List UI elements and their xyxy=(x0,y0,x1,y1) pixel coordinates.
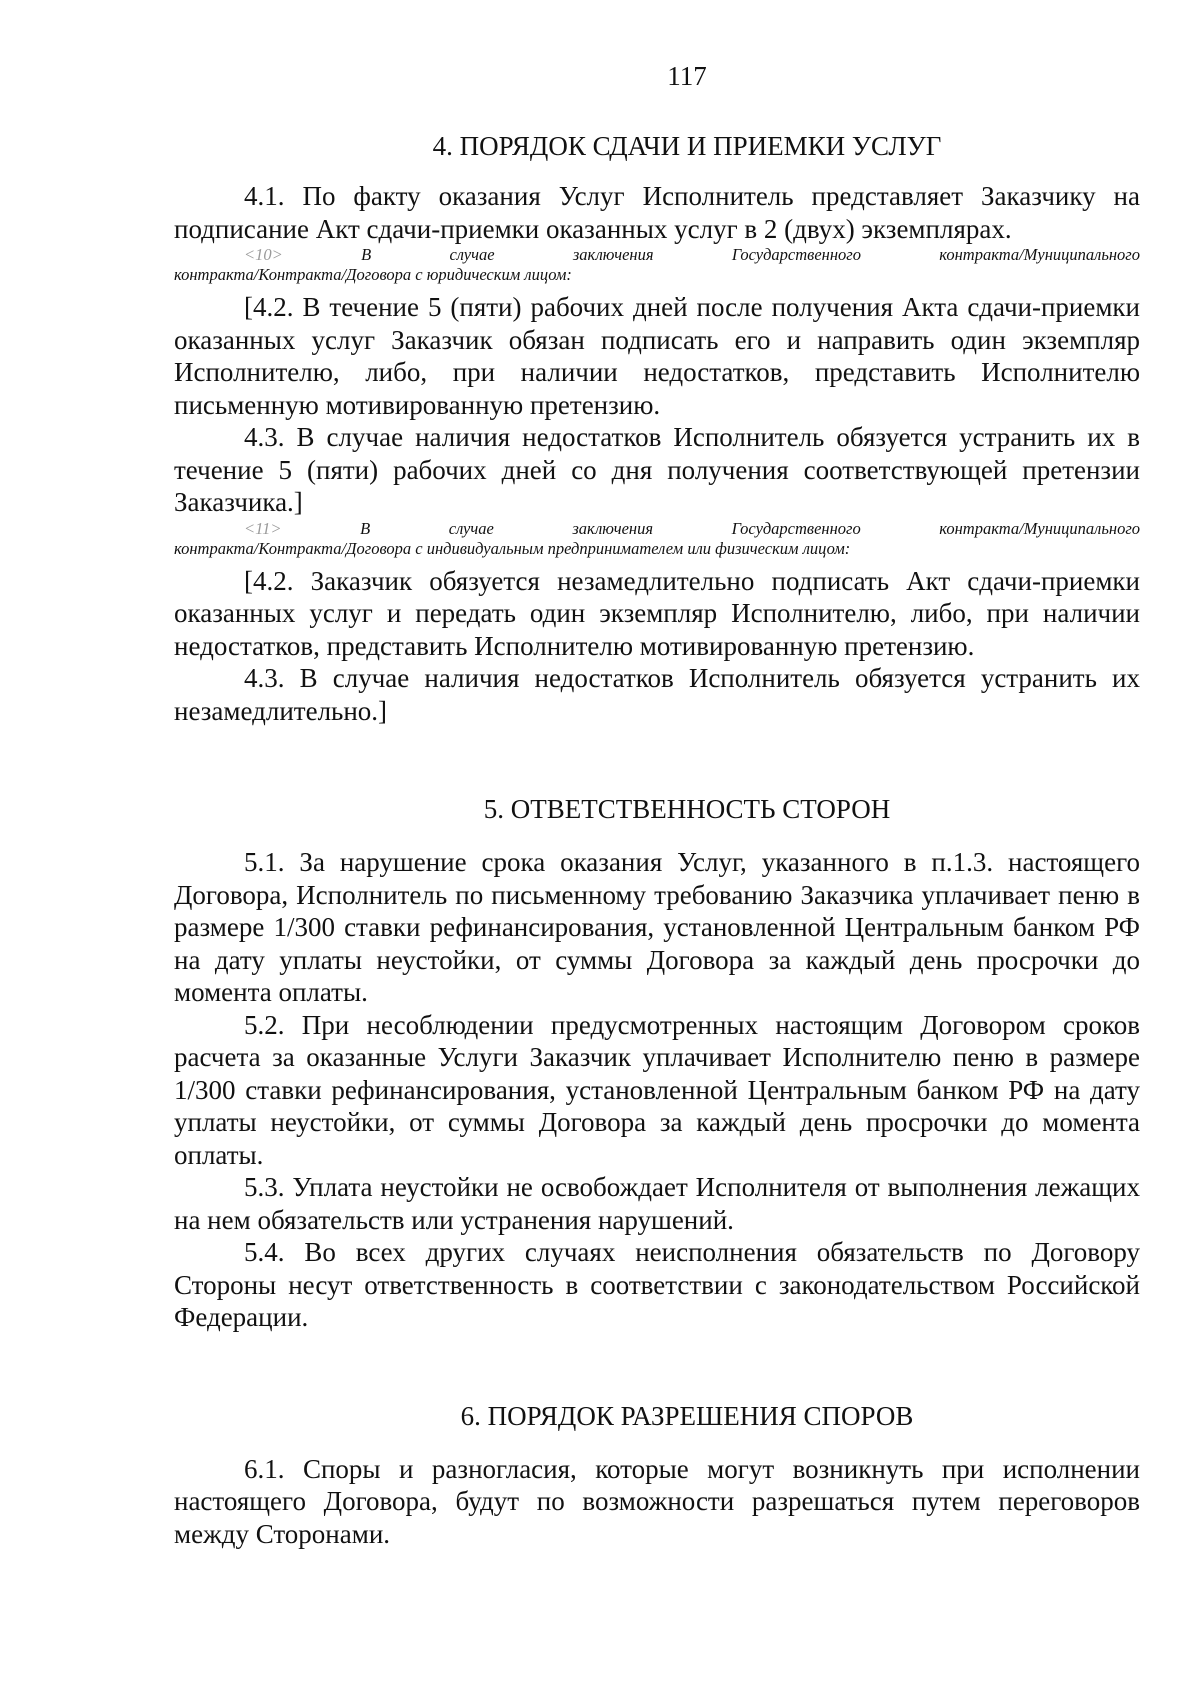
clause-4-1: 4.1. По факту оказания Услуг Исполнитель представляет Заказчику на подписание Акт сдачи-приемки оказанных услуг в 2 (двух) экземплярах. xyxy=(174,181,1140,244)
clause-4-3-variant-b: 4.3. В случае наличия недостатков Исполнитель обязуется устранить их незамедлительно.] xyxy=(174,663,1140,726)
document-page xyxy=(174,60,1140,1550)
note-11 xyxy=(174,519,1140,539)
note-10 xyxy=(174,245,1140,265)
clause-5-1: 5.1. За нарушение срока оказания Услуг, указанного в п.1.3. настоящего Договора, Исполнитель по письменному требованию Заказчика уплачивает пеню в размере 1/300 ставки рефинансирования, установленной Центральным банком РФ на дату уплаты неустойки, от суммы Договора за каждый день просрочки до момента оплаты. xyxy=(174,847,1140,1007)
clause-4-3-variant-a: 4.3. В случае наличия недостатков Исполнитель обязуется устранить их в течение 5 (пяти) рабочих дней со дня получения соответствующей претензии Заказчика.] xyxy=(174,422,1140,517)
clause-5-4: 5.4. Во всех других случаях неисполнения обязательств по Договору Стороны несут ответственность в соответствии с законодательством Российской Федерации. xyxy=(174,1237,1140,1332)
note-11-marker: <11> xyxy=(244,518,282,538)
note-10-line2: контракта/Контракта/Договора с юридическим лицом: xyxy=(174,265,572,284)
page-number: 117 xyxy=(667,61,707,91)
section-5-heading: 5. ОТВЕТСТВЕННОСТЬ СТОРОН xyxy=(483,794,891,824)
section-6-heading: 6. ПОРЯДОК РАЗРЕШЕНИЯ СПОРОВ xyxy=(460,1400,914,1431)
clause-5-3: 5.3. Уплата неустойки не освобождает Исполнителя от выполнения лежащих на нем обязательств или устранения нарушений. xyxy=(174,1172,1140,1235)
note-11-line1: В случае заключения Государственного контракта/Муниципального xyxy=(360,518,1141,538)
note-11-line2: контракта/Контракта/Договора с индивидуальным предпринимателем или физическим лицом: xyxy=(174,538,851,558)
clause-4-2-variant-a: [4.2. В течение 5 (пяти) рабочих дней после получения Акта сдачи-приемки оказанных услуг Заказчик обязан подписать его и направить один экземпляр Исполнителю, либо, при наличии недостатков, представить Исполнителю письменную мотивированную претензию. xyxy=(174,292,1140,420)
section-4-heading: 4. ПОРЯДОК СДАЧИ И ПРИЕМКИ УСЛУГ xyxy=(432,131,942,161)
clause-4-2-variant-b: [4.2. Заказчик обязуется незамедлительно подписать Акт сдачи-приемки оказанных услуг и передать один экземпляр Исполнителю, либо, при наличии недостатков, представить Исполнителю мотивированную претензию. xyxy=(174,565,1140,661)
clause-5-2: 5.2. При несоблюдении предусмотренных настоящим Договором сроков расчета за оказанные Услуги Заказчик уплачивает Исполнителю пеню в размере 1/300 ставки рефинансирования, установленной Центральным банком РФ на дату уплаты неустойки, от суммы Договора за каждый день просрочки до момента оплаты. xyxy=(174,1009,1140,1170)
note-10-line1: В случае заключения Государственного контракта/Муниципального xyxy=(361,245,1140,264)
note-10-marker: <10> xyxy=(244,245,283,264)
clause-6-1: 6.1. Споры и разногласия, которые могут возникнуть при исполнении настоящего Договора, будут по возможности разрешаться путем переговоров между Сторонами. xyxy=(174,1453,1140,1549)
